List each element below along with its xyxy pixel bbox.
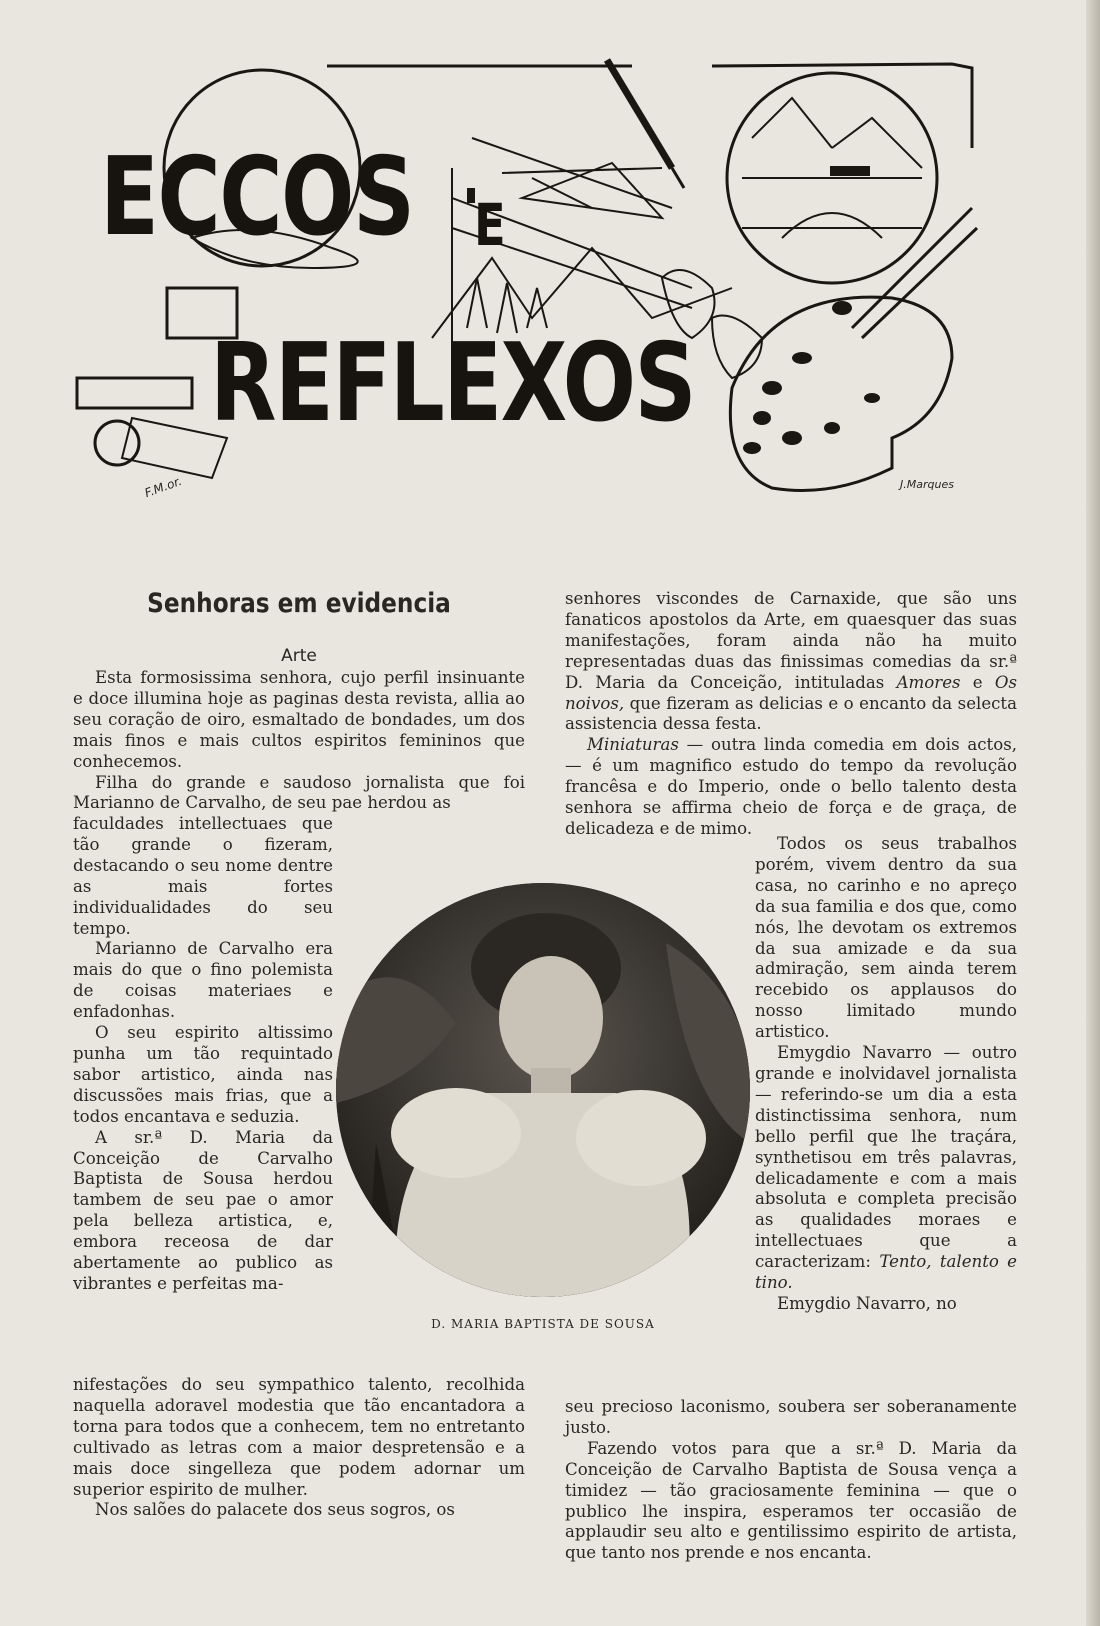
text-run: — outra linda comedia em dois actos, — é um magnifico estudo do tempo da revolução francêsa e do Imperio, onde o bello talento desta senhora se affirma cheio de força e de graça, de delicadeza e de mimo. [565, 735, 1017, 838]
signature-left: F.M.or. [142, 473, 184, 501]
paragraph: Nos salões do palacete dos seus sogros, os [95, 1500, 455, 1520]
right-column-bottom [565, 1397, 1017, 1564]
quote-tento-talento-tino: Tento, talento e tino. [755, 1252, 1017, 1293]
portrait-image [336, 883, 750, 1297]
left-column-wrap [73, 814, 333, 1295]
paragraph: Fazendo votos para que a sr.ª D. Maria da Conceição de Carvalho Baptista de Sousa vença a timidez — tão graciosamente feminina — que o publico lhe inspira, esperamos ter occasião de applaudir seu alto e gentilissimo espirito de artista, que tanto nos prende e nos encanta. [565, 1438, 1017, 1563]
paragraph [755, 1043, 1017, 1294]
right-column-wrap [755, 834, 1017, 1315]
paragraph: faculdades intellectuaes que tão grande o fizeram, destacando o seu nome dentre as mais fortes individualidades do seu tempo. [73, 814, 333, 938]
masthead-illustration [72, 58, 1012, 508]
paragraph: nifestações do seu sympathico talento, recolhida naquella adoravel modestia que tão encantadora a torna para todos que a conhecem, tem no entretanto cultivado as letras com a maior despretensão e a mais doce singelleza que podem adornar um superior espirito de mulher. [73, 1375, 525, 1499]
page-edge [1086, 0, 1100, 1626]
text-run: senhores viscondes de Carnaxide, que são uns fanaticos apostolos da Arte, em quaesquer das suas manifestações, foram ainda não ha muito representadas duas das finissimas comedias da sr.ª D. Maria da Conceição, intituladas [565, 589, 1017, 692]
paragraph: Todos os seus trabalhos porém, vivem dentro da sua casa, no carinho e no apreço da sua familia e dos que, como nós, lhe devotam os extremos da sua amizade e da sua admiração, sem ainda terem recebido os applausos do nosso limitado mundo artistico. [755, 834, 1017, 1042]
signature-right: J.Marques [900, 478, 954, 491]
text-run: que fizeram as delicias e o encanto da selecta assistencia dessa festa. [565, 693, 1017, 734]
masthead-title-and: E [474, 191, 505, 259]
text-run: Emygdio Navarro — outro grande e inolvidavel jornalista — referindo-se um dia a esta distinctissima senhora, num bello perfil que lhe traçára, synthetisou em três palavras, delicadamente e com a mais absoluta e completa precisão as qualidades moraes e intellectuaes que a caracterizam: [755, 1043, 1017, 1272]
photo-caption: D. MARIA BAPTISTA DE SOUSA [431, 1317, 655, 1331]
paragraph [565, 735, 1017, 840]
paragraph: Esta formosissima senhora, cujo perfil insinuante e doce illumina hoje as paginas desta revista, allia ao seu coração de oiro, esmaltado de bondades, um dos mais finos e mais cultos espiritos femininos que conhecemos. [73, 668, 525, 771]
paragraph: O seu espirito altissimo punha um tão requintado sabor artistico, ainda nas discussões mais frias, que a todos encantava e seduzia. [73, 1023, 333, 1126]
comedy-title-amores: Amores [896, 672, 961, 692]
text-run: e [960, 672, 995, 692]
comedy-title-miniaturas: Miniaturas [587, 735, 679, 755]
left-column-bottom [73, 1375, 525, 1521]
left-column-top [73, 668, 525, 814]
paragraph: seu precioso laconismo, soubera ser soberanamente justo. [565, 1397, 1017, 1437]
paragraph [565, 589, 1017, 735]
right-column-top [565, 589, 1017, 840]
paragraph: Emygdio Navarro, no [777, 1293, 957, 1313]
masthead-title-reflexos: REFLEXOS [210, 321, 696, 446]
comedy-title-os-noivos: Os noivos, [565, 672, 1017, 713]
paragraph: A sr.ª D. Maria da Conceição de Carvalho Baptista de Sousa herdou tambem de seu pae o amor pela belleza artistica, e, embora receosa de dar abertamente ao publico as vibrantes e perfeitas ma- [73, 1127, 333, 1293]
paragraph: Marianno de Carvalho era mais do que o fino polemista de coisas materiaes e enfadonhas. [73, 939, 333, 1022]
portrait-photo [336, 883, 750, 1297]
paragraph: Filha do grande e saudoso jornalista que foi Marianno de Carvalho, de seu pae herdou as [73, 772, 525, 813]
section-label: Arte [281, 646, 317, 666]
article-title: Senhoras em evidencia [147, 588, 451, 619]
masthead-title-eccos: ECCOS [100, 135, 414, 260]
